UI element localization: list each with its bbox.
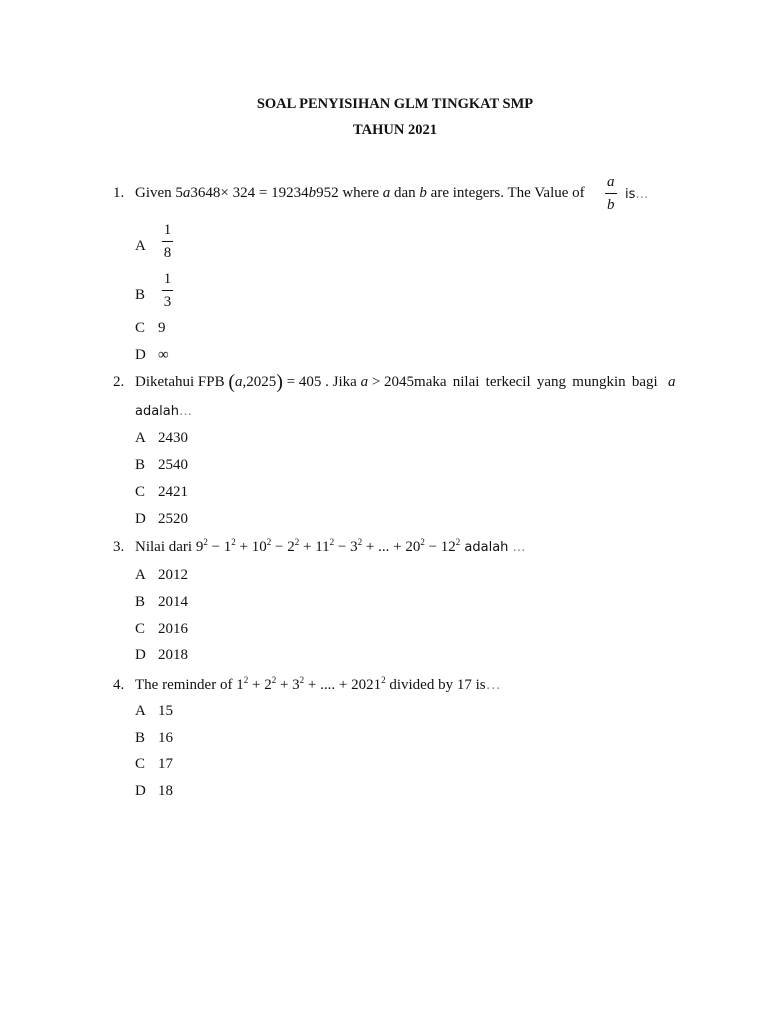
document-title: SOAL PENYISIHAN GLM TINGKAT SMP (256, 96, 534, 112)
fraction: $\frac{1}{8}$ (163, 222, 172, 262)
option-1a[interactable]: A $\frac{1}{8}$ (135, 222, 172, 262)
option-1c[interactable]: C 9 (135, 320, 166, 336)
question-2: 2. Diketahui FPB (a,2025) = 405 . Jika a > 2045maka nilai terkecil yang mungkin bagi a adalah… (113, 374, 680, 424)
option-3c[interactable]: C 2016 (135, 621, 188, 637)
option-1d[interactable]: D ∞ (135, 347, 169, 363)
question-text: Nilai dari $9^2 - 1^2 + 10^2 - 2^2 + 11^2 - 3^2$ + ... + $20^2 - 12^2$ adalah … (135, 537, 526, 555)
option-4c[interactable]: C 17 (135, 756, 173, 772)
question-text: The reminder of $1^2 + 2^2 + 3^2$ + .... + $2021^2$ divided by 17 is… (135, 675, 501, 693)
option-2c[interactable]: C 2421 (135, 484, 188, 500)
option-1b[interactable]: B $\frac{1}{3}$ (135, 271, 172, 311)
document-subtitle-year: TAHUN 2021 (353, 122, 437, 138)
option-2a[interactable]: A 2430 (135, 430, 188, 446)
question-text-line2: adalah… (135, 404, 193, 419)
option-3a[interactable]: A 2012 (135, 567, 188, 583)
question-number: 2. (113, 374, 125, 390)
question-1: 1. Given 5a3648× 324 = 19234b952 where a dan b are integers. The Value of $\frac{a}{b}$ is… (113, 176, 680, 216)
option-4d[interactable]: D 18 (135, 783, 173, 799)
question-number: 3. (113, 539, 125, 555)
option-2d[interactable]: D 2520 (135, 511, 188, 527)
question-3 (113, 539, 680, 561)
fraction-a-over-b: $\frac{a}{b}$ (607, 174, 615, 214)
question-4 (113, 677, 680, 699)
question-number: 4. (113, 677, 125, 693)
option-4a[interactable]: A 15 (135, 703, 173, 719)
fraction: $\frac{1}{3}$ (163, 271, 172, 311)
question-text: Diketahui FPB (a,2025) = 405 . Jika a > 2045maka nilai terkecil yang mungkin bagi (135, 371, 658, 393)
question-number: 1. (113, 185, 125, 201)
option-4b[interactable]: B 16 (135, 730, 173, 746)
question-text: Given 5a3648× 324 = 19234b952 where a dan b are integers. The Value of (135, 185, 585, 201)
option-2b[interactable]: B 2540 (135, 457, 188, 473)
option-3b[interactable]: B 2014 (135, 594, 188, 610)
option-3d[interactable]: D 2018 (135, 647, 188, 663)
